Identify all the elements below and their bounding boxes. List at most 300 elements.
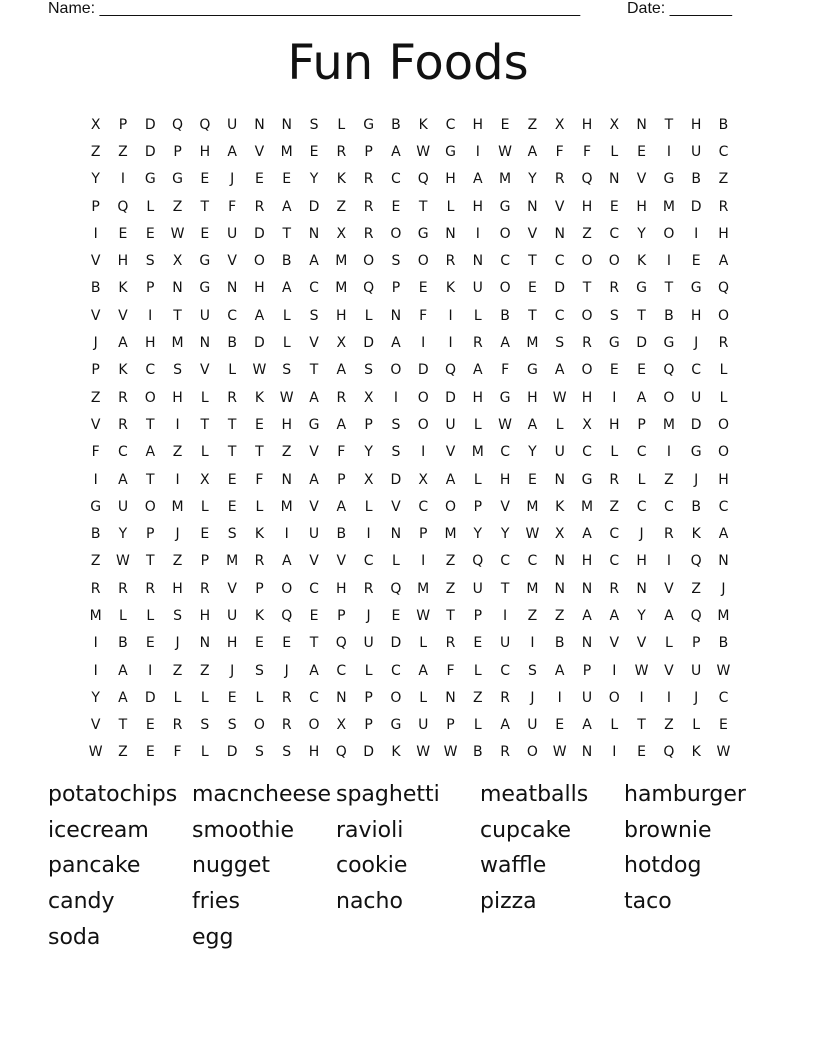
date-field[interactable]: Date: _______ bbox=[627, 0, 732, 17]
grid-letter: F bbox=[91, 444, 100, 461]
grid-letter: H bbox=[581, 116, 593, 133]
grid-letter: C bbox=[636, 444, 647, 461]
grid-letter: A bbox=[254, 307, 265, 324]
grid-letter: H bbox=[199, 607, 211, 624]
grid-letter: J bbox=[694, 335, 699, 352]
grid-letter: K bbox=[445, 280, 456, 297]
grid-letter: E bbox=[609, 198, 619, 215]
grid-letter: U bbox=[363, 635, 374, 652]
grid-letter: D bbox=[636, 335, 647, 352]
grid-letter: D bbox=[144, 689, 156, 706]
grid-row bbox=[82, 275, 742, 302]
grid-letter: Z bbox=[336, 198, 347, 215]
word-list-item: fries bbox=[192, 889, 240, 915]
letter-grid bbox=[82, 111, 742, 766]
grid-letter: Z bbox=[172, 198, 183, 215]
grid-letter: G bbox=[690, 280, 702, 297]
grid-letter: C bbox=[500, 662, 510, 679]
grid-letter: H bbox=[254, 280, 265, 297]
grid-letter: P bbox=[255, 580, 264, 597]
grid-letter: D bbox=[390, 635, 402, 652]
grid-letter: P bbox=[637, 416, 646, 433]
grid-letter: W bbox=[88, 744, 103, 761]
grid-letter: Q bbox=[690, 553, 702, 570]
grid-letter: I bbox=[503, 607, 508, 624]
grid-letter: O bbox=[390, 689, 402, 706]
grid-letter: E bbox=[145, 635, 155, 652]
grid-letter: E bbox=[255, 416, 264, 433]
grid-letter: O bbox=[444, 498, 457, 515]
grid-letter: E bbox=[200, 171, 210, 188]
grid-letter: T bbox=[664, 280, 674, 297]
grid-letter: S bbox=[200, 717, 210, 734]
grid-letter: H bbox=[499, 471, 511, 488]
grid-letter: U bbox=[527, 717, 538, 734]
grid-letter: A bbox=[554, 662, 565, 679]
grid-letter: S bbox=[391, 253, 401, 270]
grid-letter: G bbox=[199, 253, 211, 270]
grid-letter: G bbox=[445, 143, 456, 160]
grid-letter: X bbox=[418, 471, 428, 488]
grid-letter: H bbox=[308, 744, 320, 761]
grid-letter: I bbox=[612, 389, 617, 406]
grid-letter: A bbox=[718, 526, 729, 543]
grid-letter: K bbox=[691, 526, 701, 543]
grid-letter: C bbox=[336, 662, 347, 679]
grid-letter: R bbox=[500, 689, 510, 706]
grid-letter: W bbox=[634, 662, 649, 679]
grid-letter: O bbox=[608, 689, 620, 706]
grid-letter: L bbox=[146, 607, 155, 624]
grid-letter: U bbox=[691, 389, 702, 406]
grid-letter: I bbox=[475, 225, 480, 242]
grid-letter: W bbox=[416, 607, 431, 624]
grid-row bbox=[82, 384, 742, 411]
word-list-item: egg bbox=[192, 924, 234, 950]
grid-letter: E bbox=[637, 744, 647, 761]
grid-letter: V bbox=[118, 307, 128, 324]
grid-letter: B bbox=[90, 280, 101, 297]
grid-letter: N bbox=[445, 225, 456, 242]
grid-letter: R bbox=[363, 225, 374, 242]
grid-letter: L bbox=[610, 143, 619, 160]
word-list-item: cupcake bbox=[480, 817, 572, 843]
grid-letter: M bbox=[662, 198, 675, 215]
grid-letter: M bbox=[171, 335, 184, 352]
grid-letter: T bbox=[582, 280, 592, 297]
grid-letter: I bbox=[639, 689, 644, 706]
grid-letter: D bbox=[144, 116, 156, 133]
grid-letter: B bbox=[118, 635, 128, 652]
grid-letter: Z bbox=[445, 580, 456, 597]
grid-letter: K bbox=[691, 744, 701, 761]
grid-letter: S bbox=[145, 253, 155, 270]
grid-letter: T bbox=[664, 116, 674, 133]
grid-letter: W bbox=[552, 389, 567, 406]
grid-letter: J bbox=[230, 662, 235, 679]
grid-letter: C bbox=[500, 444, 510, 461]
grid-letter: Q bbox=[581, 171, 593, 188]
grid-letter: M bbox=[280, 143, 293, 160]
grid-letter: R bbox=[199, 580, 210, 597]
grid-letter: U bbox=[117, 498, 129, 515]
grid-letter: E bbox=[527, 471, 537, 488]
grid-letter: A bbox=[445, 471, 456, 488]
grid-letter: D bbox=[417, 362, 429, 379]
grid-letter: Z bbox=[281, 444, 292, 461]
grid-letter: N bbox=[390, 307, 402, 324]
grid-letter: Z bbox=[691, 580, 701, 597]
grid-letter: U bbox=[445, 416, 456, 433]
grid-letter: R bbox=[445, 253, 456, 270]
grid-letter: L bbox=[446, 198, 455, 215]
grid-letter: Y bbox=[91, 171, 100, 188]
grid-letter: A bbox=[500, 335, 510, 352]
grid-letter: F bbox=[255, 471, 264, 488]
grid-letter: V bbox=[664, 662, 674, 679]
grid-letter: Z bbox=[90, 553, 101, 570]
grid-letter: F bbox=[501, 362, 510, 379]
grid-letter: N bbox=[445, 689, 456, 706]
grid-letter: N bbox=[636, 580, 647, 597]
grid-letter: V bbox=[527, 225, 538, 242]
grid-letter: R bbox=[472, 335, 483, 352]
grid-letter: E bbox=[309, 143, 319, 160]
grid-letter: X bbox=[554, 116, 565, 133]
grid-letter: A bbox=[118, 689, 128, 706]
grid-letter: S bbox=[609, 307, 619, 324]
grid-letter: U bbox=[199, 307, 210, 324]
grid-letter: N bbox=[472, 253, 484, 270]
grid-letter: W bbox=[416, 143, 431, 160]
grid-letter: S bbox=[173, 607, 182, 624]
grid-letter: E bbox=[391, 607, 401, 624]
grid-letter: H bbox=[690, 116, 702, 133]
grid-letter: P bbox=[173, 143, 182, 160]
grid-letter: N bbox=[554, 580, 565, 597]
grid-letter: C bbox=[718, 689, 729, 706]
grid-letter: N bbox=[281, 471, 292, 488]
grid-letter: J bbox=[639, 526, 644, 543]
grid-letter: K bbox=[418, 116, 428, 133]
grid-letter: N bbox=[336, 689, 347, 706]
grid-row bbox=[82, 684, 742, 711]
grid-letter: G bbox=[581, 471, 593, 488]
grid-row bbox=[82, 575, 742, 602]
grid-letter: Z bbox=[118, 744, 128, 761]
grid-letter: L bbox=[419, 635, 428, 652]
grid-letter: C bbox=[609, 553, 620, 570]
grid-letter: T bbox=[637, 307, 646, 324]
grid-letter: S bbox=[254, 662, 264, 679]
grid-letter: O bbox=[717, 307, 729, 324]
grid-letter: A bbox=[309, 471, 319, 488]
grid-row bbox=[82, 712, 742, 739]
grid-letter: P bbox=[691, 635, 701, 652]
grid-letter: L bbox=[255, 689, 264, 706]
grid-letter: A bbox=[418, 662, 428, 679]
header bbox=[48, 0, 748, 22]
grid-letter: V bbox=[90, 717, 101, 734]
grid-letter: R bbox=[363, 171, 374, 188]
grid-letter: O bbox=[281, 580, 293, 597]
grid-letter: O bbox=[581, 362, 593, 379]
grid-letter: S bbox=[391, 444, 401, 461]
grid-letter: N bbox=[199, 635, 211, 652]
grid-letter: Z bbox=[527, 116, 538, 133]
grid-letter: I bbox=[448, 335, 453, 352]
grid-letter: F bbox=[228, 198, 237, 215]
grid-letter: L bbox=[555, 416, 564, 433]
grid-letter: H bbox=[336, 580, 347, 597]
grid-letter: C bbox=[418, 498, 429, 515]
grid-letter: Y bbox=[473, 526, 483, 543]
grid-letter: E bbox=[473, 635, 483, 652]
grid-letter: W bbox=[716, 662, 731, 679]
grid-letter: T bbox=[528, 307, 537, 324]
grid-letter: P bbox=[337, 607, 346, 624]
grid-letter: P bbox=[200, 553, 210, 570]
grid-letter: X bbox=[554, 526, 565, 543]
grid-letter: E bbox=[200, 526, 210, 543]
grid-letter: A bbox=[582, 526, 592, 543]
grid-letter: N bbox=[636, 116, 647, 133]
grid-letter: M bbox=[580, 498, 594, 515]
grid-letter: I bbox=[666, 143, 671, 160]
grid-letter: L bbox=[337, 116, 346, 133]
grid-letter: S bbox=[282, 744, 292, 761]
grid-letter: U bbox=[227, 607, 238, 624]
grid-letter: A bbox=[336, 362, 347, 379]
grid-letter: Z bbox=[664, 471, 674, 488]
grid-letter: G bbox=[636, 280, 648, 297]
grid-letter: R bbox=[227, 389, 237, 406]
grid-letter: Y bbox=[528, 444, 537, 461]
grid-letter: T bbox=[145, 416, 155, 433]
grid-letter: Y bbox=[364, 444, 373, 461]
grid-letter: O bbox=[717, 416, 729, 433]
grid-letter: U bbox=[691, 662, 702, 679]
grid-letter: G bbox=[308, 416, 320, 433]
grid-letter: Q bbox=[417, 171, 429, 188]
grid-letter: Y bbox=[637, 607, 646, 624]
grid-letter: F bbox=[555, 143, 564, 160]
grid-letter: I bbox=[666, 689, 671, 706]
grid-letter: V bbox=[554, 198, 565, 215]
grid-letter: I bbox=[530, 635, 535, 652]
grid-letter: A bbox=[391, 335, 401, 352]
grid-letter: C bbox=[500, 253, 510, 270]
grid-letter: M bbox=[226, 553, 239, 570]
grid-letter: N bbox=[527, 198, 538, 215]
grid-letter: C bbox=[500, 553, 510, 570]
grid-letter: Z bbox=[664, 717, 674, 734]
grid-letter: O bbox=[144, 498, 156, 515]
grid-letter: N bbox=[609, 171, 620, 188]
grid-letter: L bbox=[364, 662, 373, 679]
grid-letter: A bbox=[118, 662, 128, 679]
grid-row bbox=[82, 357, 742, 384]
grid-letter: A bbox=[609, 607, 620, 624]
grid-letter: F bbox=[419, 307, 428, 324]
grid-letter: G bbox=[172, 171, 183, 188]
grid-letter: A bbox=[336, 416, 347, 433]
grid-letter: E bbox=[527, 280, 537, 297]
grid-letter: H bbox=[445, 171, 456, 188]
grid-letter: L bbox=[282, 307, 291, 324]
grid-letter: N bbox=[254, 116, 265, 133]
grid-letter: A bbox=[118, 471, 128, 488]
grid-letter: O bbox=[663, 225, 675, 242]
grid-letter: D bbox=[254, 225, 265, 242]
grid-letter: D bbox=[690, 198, 702, 215]
grid-letter: R bbox=[554, 171, 565, 188]
grid-letter: A bbox=[473, 171, 483, 188]
grid-letter: C bbox=[391, 171, 401, 188]
grid-letter: H bbox=[581, 198, 593, 215]
word-list-item: brownie bbox=[624, 817, 712, 843]
grid-letter: C bbox=[663, 498, 674, 515]
grid-letter: Q bbox=[199, 116, 211, 133]
grid-letter: R bbox=[145, 580, 156, 597]
grid-letter: S bbox=[227, 717, 237, 734]
grid-row bbox=[82, 466, 742, 493]
grid-letter: K bbox=[636, 253, 647, 270]
grid-letter: L bbox=[473, 307, 482, 324]
grid-letter: H bbox=[581, 389, 593, 406]
grid-letter: T bbox=[309, 362, 319, 379]
grid-letter: B bbox=[227, 335, 237, 352]
grid-letter: L bbox=[282, 335, 291, 352]
grid-letter: O bbox=[253, 717, 265, 734]
grid-letter: R bbox=[172, 717, 183, 734]
grid-letter: Y bbox=[637, 225, 646, 242]
grid-letter: B bbox=[500, 307, 510, 324]
grid-letter: E bbox=[145, 717, 155, 734]
grid-letter: C bbox=[227, 307, 238, 324]
grid-letter: M bbox=[280, 498, 293, 515]
grid-letter: J bbox=[175, 526, 180, 543]
grid-letter: A bbox=[527, 416, 538, 433]
grid-letter: A bbox=[336, 498, 347, 515]
grid-letter: C bbox=[554, 253, 565, 270]
grid-letter: V bbox=[227, 580, 237, 597]
grid-letter: H bbox=[472, 198, 484, 215]
grid-letter: G bbox=[663, 171, 675, 188]
grid-letter: E bbox=[500, 116, 510, 133]
grid-letter: H bbox=[472, 116, 484, 133]
grid-letter: J bbox=[175, 635, 180, 652]
grid-letter: D bbox=[363, 744, 374, 761]
grid-letter: T bbox=[418, 198, 428, 215]
grid-letter: Q bbox=[281, 607, 293, 624]
word-list-item: macncheese bbox=[192, 782, 332, 807]
grid-letter: Q bbox=[663, 744, 675, 761]
grid-letter: Z bbox=[473, 689, 483, 706]
grid-letter: O bbox=[417, 253, 429, 270]
grid-letter: H bbox=[199, 143, 211, 160]
grid-letter: R bbox=[118, 416, 128, 433]
grid-letter: A bbox=[391, 143, 401, 160]
word-list-item: spaghetti bbox=[336, 782, 440, 807]
name-field[interactable]: Name: ______________________________________________________ bbox=[48, 0, 581, 17]
grid-letter: L bbox=[200, 389, 209, 406]
grid-letter: H bbox=[636, 198, 647, 215]
grid-letter: K bbox=[254, 389, 265, 406]
grid-letter: U bbox=[499, 635, 511, 652]
grid-letter: N bbox=[581, 580, 593, 597]
grid-letter: I bbox=[666, 553, 671, 570]
grid-letter: N bbox=[718, 553, 729, 570]
grid-letter: O bbox=[308, 717, 320, 734]
word-list-item: pizza bbox=[480, 889, 537, 915]
grid-letter: Y bbox=[118, 526, 128, 543]
word-list-item: meatballs bbox=[480, 782, 589, 807]
grid-letter: N bbox=[199, 335, 211, 352]
grid-letter: L bbox=[200, 498, 209, 515]
grid-letter: W bbox=[552, 744, 567, 761]
grid-letter: O bbox=[363, 253, 375, 270]
grid-letter: T bbox=[446, 607, 455, 624]
grid-letter: L bbox=[200, 689, 209, 706]
grid-letter: U bbox=[418, 717, 429, 734]
grid-letter: C bbox=[609, 225, 620, 242]
grid-letter: H bbox=[609, 416, 620, 433]
grid-row bbox=[82, 630, 742, 657]
grid-letter: X bbox=[582, 416, 592, 433]
grid-letter: O bbox=[390, 225, 402, 242]
grid-letter: I bbox=[421, 335, 426, 352]
grid-letter: W bbox=[716, 744, 731, 761]
grid-letter: T bbox=[145, 471, 155, 488]
grid-row bbox=[82, 520, 742, 547]
grid-letter: V bbox=[445, 444, 456, 461]
word-list-item: soda bbox=[48, 924, 101, 950]
grid-letter: N bbox=[581, 744, 593, 761]
grid-letter: X bbox=[200, 471, 210, 488]
grid-letter: R bbox=[363, 198, 374, 215]
grid-letter: P bbox=[364, 717, 373, 734]
grid-letter: L bbox=[364, 307, 373, 324]
word-list-item: waffle bbox=[480, 853, 547, 879]
grid-letter: V bbox=[636, 171, 647, 188]
grid-letter: J bbox=[230, 171, 235, 188]
grid-letter: H bbox=[226, 635, 238, 652]
grid-letter: F bbox=[582, 143, 592, 160]
grid-letter: D bbox=[144, 143, 156, 160]
grid-letter: M bbox=[526, 335, 539, 352]
grid-letter: I bbox=[666, 444, 671, 461]
grid-letter: I bbox=[612, 662, 617, 679]
grid-letter: E bbox=[282, 635, 292, 652]
grid-letter: T bbox=[255, 444, 264, 461]
grid-letter: N bbox=[226, 280, 238, 297]
grid-letter: D bbox=[226, 744, 238, 761]
grid-row bbox=[82, 329, 742, 356]
grid-letter: A bbox=[582, 607, 592, 624]
grid-letter: L bbox=[119, 607, 127, 624]
grid-letter: F bbox=[173, 744, 182, 761]
grid-row bbox=[82, 439, 742, 466]
grid-letter: H bbox=[718, 225, 729, 242]
grid-letter: M bbox=[335, 253, 348, 270]
grid-letter: E bbox=[200, 225, 210, 242]
grid-letter: C bbox=[691, 362, 702, 379]
grid-letter: O bbox=[717, 444, 729, 461]
grid-row bbox=[82, 493, 742, 520]
grid-letter: R bbox=[336, 389, 347, 406]
grid-letter: T bbox=[118, 717, 128, 734]
